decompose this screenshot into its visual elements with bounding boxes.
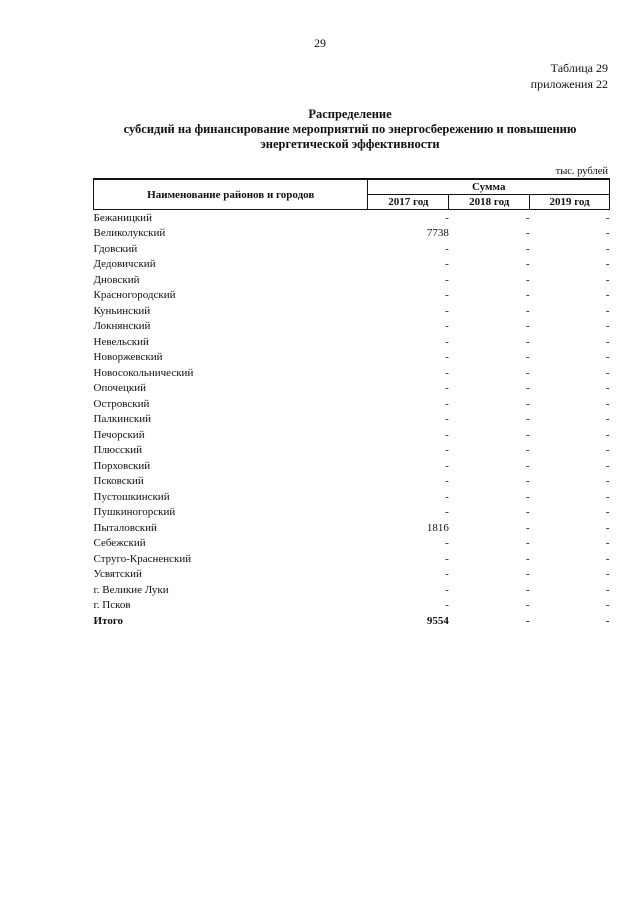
district-name: Опочецкий (93, 382, 146, 395)
district-name: Новосокольнический (93, 366, 194, 379)
value-2019: - (605, 537, 610, 550)
page-number: 29 (314, 36, 326, 50)
title-line-1: Распределение (308, 107, 392, 121)
value-2018: - (525, 490, 530, 503)
table-row (94, 241, 610, 257)
value-2018: - (525, 211, 530, 224)
value-2018: - (525, 568, 530, 581)
table-reference (531, 60, 608, 92)
value-2017: 7738 (426, 227, 449, 240)
district-name: Печорский (93, 428, 145, 441)
value-2017: - (445, 475, 449, 488)
table-row (94, 334, 610, 350)
district-name: Невельский (93, 335, 149, 348)
value-2017: - (445, 444, 449, 457)
table-row (94, 257, 610, 273)
value-2018: - (525, 335, 530, 348)
value-2019: - (605, 552, 610, 565)
value-2018: - (525, 351, 530, 364)
value-2018: - (525, 475, 530, 488)
value-2017: - (445, 397, 449, 410)
units-label: тыс. рублей (555, 166, 608, 177)
value-2018: - (525, 258, 530, 271)
value-2018: - (525, 444, 530, 457)
table-row (94, 272, 610, 288)
value-2019: - (605, 475, 610, 488)
value-2017: - (445, 537, 449, 550)
table-row (94, 551, 610, 567)
value-2019: - (605, 444, 610, 457)
value-2019: - (605, 583, 610, 596)
table-row (94, 443, 610, 459)
value-2018: - (525, 413, 530, 426)
value-2019: - (605, 304, 610, 317)
value-2017: - (445, 428, 449, 441)
total-label: Итого (93, 614, 124, 627)
district-name: Порховский (93, 459, 151, 472)
table-row (94, 474, 610, 490)
value-2019: - (605, 211, 610, 224)
district-name: Пыталовский (93, 521, 157, 534)
table-row (94, 520, 610, 536)
value-2019: - (605, 289, 610, 302)
value-2019: - (605, 568, 610, 581)
district-name: Дедовичский (93, 258, 156, 271)
value-2017: - (445, 552, 449, 565)
value-2018: - (525, 521, 530, 534)
value-2017: - (445, 273, 449, 286)
table-row (94, 303, 610, 319)
value-2019: - (605, 490, 610, 503)
district-name: г. Псков (93, 599, 131, 612)
table-row (94, 412, 610, 428)
table-row (94, 536, 610, 552)
table-row (94, 210, 610, 226)
table-row (94, 365, 610, 381)
total-2019: - (605, 614, 610, 627)
table-row (94, 567, 610, 583)
district-name: Куньинский (93, 304, 151, 317)
value-2018: - (525, 366, 530, 379)
table-row (94, 288, 610, 304)
value-2018: - (525, 537, 530, 550)
value-2018: - (525, 506, 530, 519)
document-title (60, 107, 640, 152)
district-name: Плюсский (93, 444, 143, 457)
header-year-2019: 2019 год (530, 195, 610, 210)
value-2019: - (605, 227, 610, 240)
district-name: Дновский (93, 273, 140, 286)
value-2017: - (445, 568, 449, 581)
district-name: г. Великие Луки (93, 583, 169, 596)
table-reference-line-1: Таблица 29 (550, 61, 608, 75)
district-name: Псковский (93, 475, 144, 488)
district-name: Красногородский (93, 289, 176, 302)
value-2017: - (445, 459, 449, 472)
district-name: Бежаницкий (93, 211, 152, 224)
table-row (94, 598, 610, 614)
total-2018: - (525, 614, 530, 627)
value-2019: - (605, 413, 610, 426)
value-2019: - (605, 273, 610, 286)
value-2017: - (445, 599, 449, 612)
header-year-2018: 2018 год (449, 195, 530, 210)
value-2017: - (445, 320, 449, 333)
value-2018: - (525, 459, 530, 472)
header-sum: Сумма (368, 179, 610, 195)
value-2019: - (605, 506, 610, 519)
value-2019: - (605, 428, 610, 441)
district-name: Усвятский (93, 568, 142, 581)
district-name: Островский (93, 397, 150, 410)
value-2018: - (525, 242, 530, 255)
value-2017: - (445, 242, 449, 255)
district-name: Струго-Красненский (93, 552, 192, 565)
district-name: Гдовский (93, 242, 138, 255)
value-2019: - (605, 366, 610, 379)
table-row (94, 396, 610, 412)
value-2017: - (445, 366, 449, 379)
district-name: Палкинский (93, 413, 152, 426)
table-row (94, 226, 610, 242)
value-2019: - (605, 242, 610, 255)
value-2019: - (605, 521, 610, 534)
table-body (94, 210, 610, 629)
value-2018: - (525, 273, 530, 286)
value-2017: - (445, 413, 449, 426)
value-2017: - (445, 258, 449, 271)
district-name: Пушкиногорский (93, 506, 176, 519)
value-2018: - (525, 227, 530, 240)
total-row (94, 613, 610, 629)
value-2017: 1816 (426, 521, 449, 534)
value-2018: - (525, 552, 530, 565)
value-2019: - (605, 320, 610, 333)
value-2019: - (605, 335, 610, 348)
district-name: Себежский (93, 537, 146, 550)
header-year-2017: 2017 год (368, 195, 449, 210)
table-row (94, 505, 610, 521)
value-2017: - (445, 351, 449, 364)
subsidies-table (93, 178, 610, 629)
table-row (94, 582, 610, 598)
value-2017: - (445, 304, 449, 317)
value-2018: - (525, 382, 530, 395)
value-2017: - (445, 335, 449, 348)
header-name: Наименование районов и городов (94, 179, 368, 210)
value-2019: - (605, 258, 610, 271)
value-2019: - (605, 382, 610, 395)
value-2019: - (605, 397, 610, 410)
table-row (94, 489, 610, 505)
district-name: Пустошкинский (93, 490, 170, 503)
value-2017: - (445, 506, 449, 519)
value-2018: - (525, 583, 530, 596)
value-2017: - (445, 583, 449, 596)
value-2018: - (525, 599, 530, 612)
total-2017: 9554 (426, 614, 449, 627)
value-2017: - (445, 490, 449, 503)
value-2018: - (525, 289, 530, 302)
table-row (94, 350, 610, 366)
value-2017: - (445, 289, 449, 302)
district-name: Великолукский (93, 227, 166, 240)
value-2018: - (525, 320, 530, 333)
value-2018: - (525, 428, 530, 441)
district-name: Новоржевский (93, 351, 163, 364)
value-2019: - (605, 459, 610, 472)
table-row (94, 381, 610, 397)
table-reference-line-2: приложения 22 (530, 77, 608, 91)
value-2018: - (525, 304, 530, 317)
value-2018: - (525, 397, 530, 410)
value-2019: - (605, 351, 610, 364)
table-row (94, 319, 610, 335)
title-line-3: энергетической эффективности (260, 137, 440, 151)
value-2019: - (605, 599, 610, 612)
district-name: Локнянский (93, 320, 151, 333)
value-2017: - (445, 211, 449, 224)
title-line-2: субсидий на финансирование мероприятий по энергосбережению и повышению (123, 122, 577, 136)
value-2017: - (445, 382, 449, 395)
table-row (94, 458, 610, 474)
table-row (94, 427, 610, 443)
